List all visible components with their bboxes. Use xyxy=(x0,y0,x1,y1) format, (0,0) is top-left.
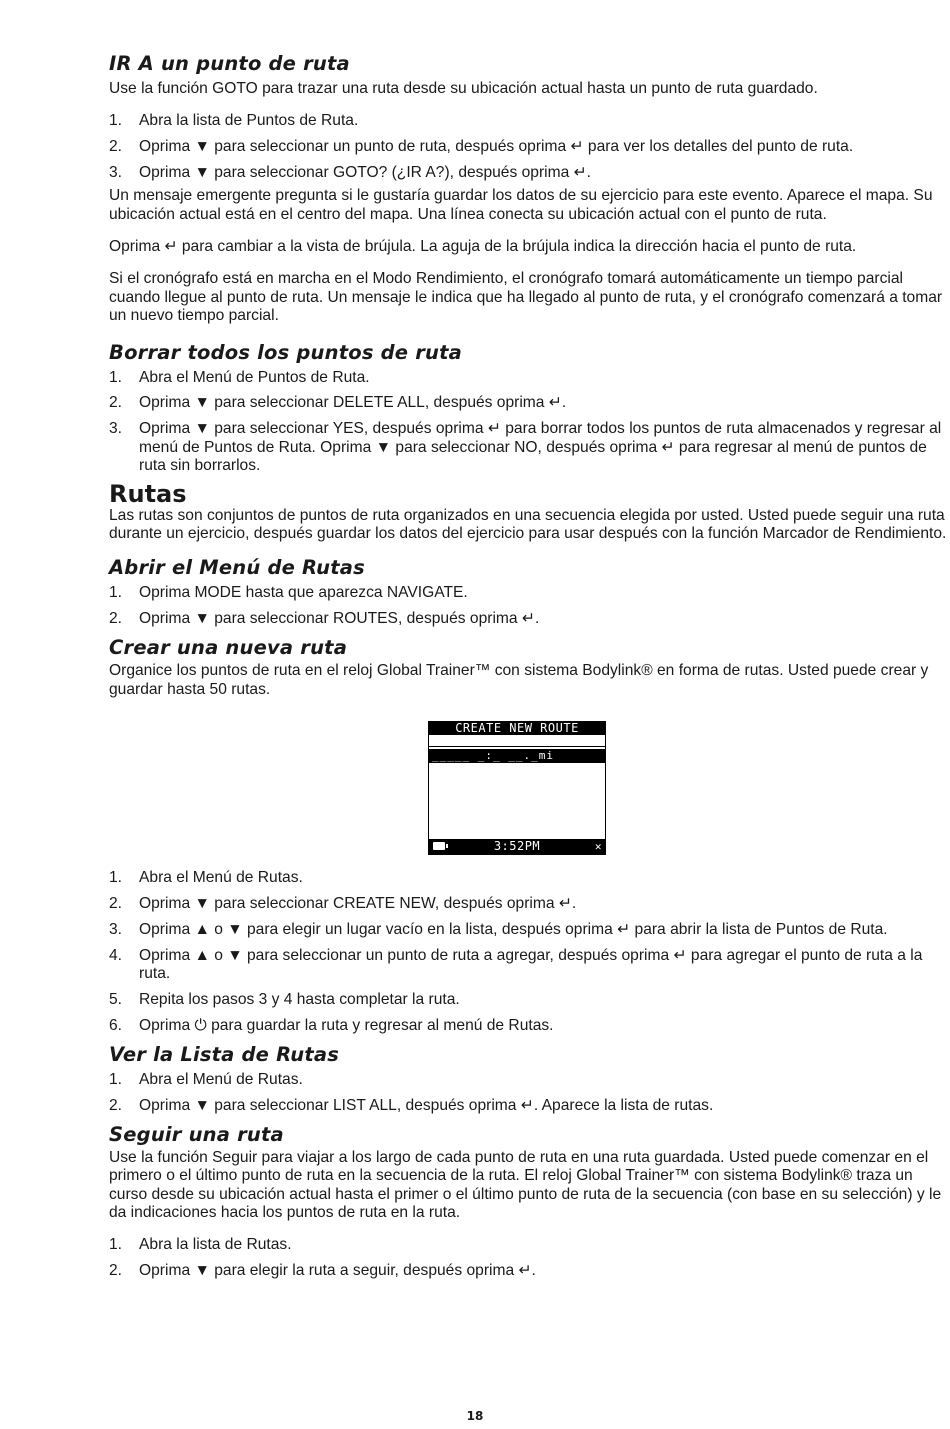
steps-open-routes-menu xyxy=(109,584,947,628)
list-item: 1. Abra el Menú de Rutas. xyxy=(109,869,303,887)
section-create-route xyxy=(109,636,947,1035)
chapter-title-rutas: Rutas xyxy=(109,479,187,508)
paragraph-create-route-intro: Organice los puntos de ruta en el reloj Global Trainer™ con sistema Bodylink® en forma de rutas. Usted puede crear y guardar hasta 50 rutas. xyxy=(109,662,929,698)
section-open-routes-menu xyxy=(109,556,947,628)
section-title-open-routes-menu: Abrir el Menú de Rutas xyxy=(109,556,365,580)
steps-delete-all xyxy=(109,369,947,476)
page-content xyxy=(109,52,947,1288)
list-item: 3. Oprima ▼ para seleccionar YES, después oprima ↵ para borrar todos los puntos de ruta almacenados y regresar al menú de Puntos de Ruta. Oprima ▼ para seleccionar NO, después oprima ↵ para regresar al menú de puntos de ruta sin borrarlos. xyxy=(109,420,942,475)
section-title-goto: IR A un punto de ruta xyxy=(109,52,350,75)
section-follow-route xyxy=(109,1123,947,1281)
runner-icon: ✕ xyxy=(594,840,602,854)
section-rutas xyxy=(109,480,947,544)
paragraph-goto-chrono: Si el cronógrafo está en marcha en el Modo Rendimiento, el cronógrafo tomará automáticamente un tiempo parcial cuando llegue al punto de ruta. Un mensaje le indica que ha llegado al punto de ruta, y el cronógrafo comenzará a tomar un nuevo tiempo parcial. xyxy=(109,270,943,325)
list-item: 1. Abra el Menú de Rutas. xyxy=(109,1070,303,1088)
list-item: 2. Oprima ▼ para seleccionar un punto de ruta, después oprima ↵ para ver los detalles del punto de ruta. xyxy=(109,138,854,156)
paragraph-follow-route-intro: Use la función Seguir para viajar a los largo de cada punto de ruta en una ruta guardada. Usted puede comenzar en el primero o el último punto de ruta en la secuencia de la ruta. El reloj Global Trainer™ con sistema Bodylink® traza un curso desde su ubicación actual hasta el primer o el último punto de ruta de la secuencia (con base en su selección) y le da indicaciones hacia los puntos de ruta en la ruta. xyxy=(109,1148,942,1221)
paragraph-goto-compass: Oprima ↵ para cambiar a la vista de brújula. La aguja de la brújula indica la dirección hacia el punto de ruta. xyxy=(109,237,857,255)
list-item: 1. Abra el Menú de Puntos de Ruta. xyxy=(109,368,370,386)
battery-icon xyxy=(433,842,445,850)
list-item: 1. Abra la lista de Puntos de Ruta. xyxy=(109,112,359,130)
list-item: 1. Oprima MODE hasta que aparezca NAVIGATE. xyxy=(109,584,468,602)
section-title-follow-route: Seguir una ruta xyxy=(109,1122,284,1146)
screen-status-bar xyxy=(429,839,605,854)
section-goto xyxy=(109,52,947,326)
screen-divider xyxy=(429,746,605,747)
screen-time: 3:52PM xyxy=(493,839,541,854)
section-list-routes xyxy=(109,1043,947,1115)
device-screen-figure xyxy=(109,721,947,855)
section-title-delete-all: Borrar todos los puntos de ruta xyxy=(109,340,462,364)
list-item: 6. Oprima ⏻ para guardar la ruta y regresar al menú de Rutas. xyxy=(109,1016,554,1034)
steps-list-routes xyxy=(109,1071,947,1115)
page-number: 18 xyxy=(466,1409,484,1423)
list-item: 1. Abra la lista de Rutas. xyxy=(109,1236,292,1254)
list-item: 3. Oprima ▼ para seleccionar GOTO? (¿IR A?), después oprima ↵. xyxy=(109,164,592,182)
steps-create-route xyxy=(109,869,947,1035)
screen-route-row: _____ _:_ __._mi xyxy=(429,749,605,763)
paragraph-goto-intro: Use la función GOTO para trazar una ruta desde su ubicación actual hasta un punto de ruta guardado. xyxy=(109,80,818,97)
list-item: 2. Oprima ▼ para seleccionar LIST ALL, después oprima ↵. Aparece la lista de rutas. xyxy=(109,1096,714,1114)
list-item: 3. Oprima ▲ o ▼ para elegir un lugar vacío en la lista, después oprima ↵ para abrir la lista de Puntos de Ruta. xyxy=(109,920,888,938)
steps-goto xyxy=(109,112,947,182)
device-screen xyxy=(428,721,606,855)
section-title-list-routes: Ver la Lista de Rutas xyxy=(109,1042,340,1066)
screen-title: CREATE NEW ROUTE xyxy=(429,722,605,735)
section-title-create-route: Crear una nueva ruta xyxy=(109,636,348,660)
list-item: 2. Oprima ▼ para seleccionar CREATE NEW, después oprima ↵. xyxy=(109,894,577,912)
section-delete-all xyxy=(109,341,947,476)
list-item: 5. Repita los pasos 3 y 4 hasta completar la ruta. xyxy=(109,991,460,1009)
list-item: 2. Oprima ▼ para seleccionar DELETE ALL, después oprima ↵. xyxy=(109,394,567,412)
list-item: 2. Oprima ▼ para elegir la ruta a seguir, después oprima ↵. xyxy=(109,1262,536,1280)
paragraph-goto-popup: Un mensaje emergente pregunta si le gustaría guardar los datos de su ejercicio para este evento. Aparece el mapa. Su ubicación actual está en el centro del mapa. Una línea conecta su ubicación actual con el punto de ruta. xyxy=(109,187,933,223)
paragraph-rutas-intro: Las rutas son conjuntos de puntos de ruta organizados en una secuencia elegida por usted. Usted puede seguir una ruta durante un ejercicio, después guardar los datos del ejercicio para usar después con la función Marcador de Rendimiento. xyxy=(109,506,947,542)
list-item: 2. Oprima ▼ para seleccionar ROUTES, después oprima ↵. xyxy=(109,610,540,628)
list-item: 4. Oprima ▲ o ▼ para seleccionar un punto de ruta a agregar, después oprima ↵ para agregar el punto de ruta a la ruta. xyxy=(109,946,923,983)
steps-follow-route xyxy=(109,1236,947,1280)
